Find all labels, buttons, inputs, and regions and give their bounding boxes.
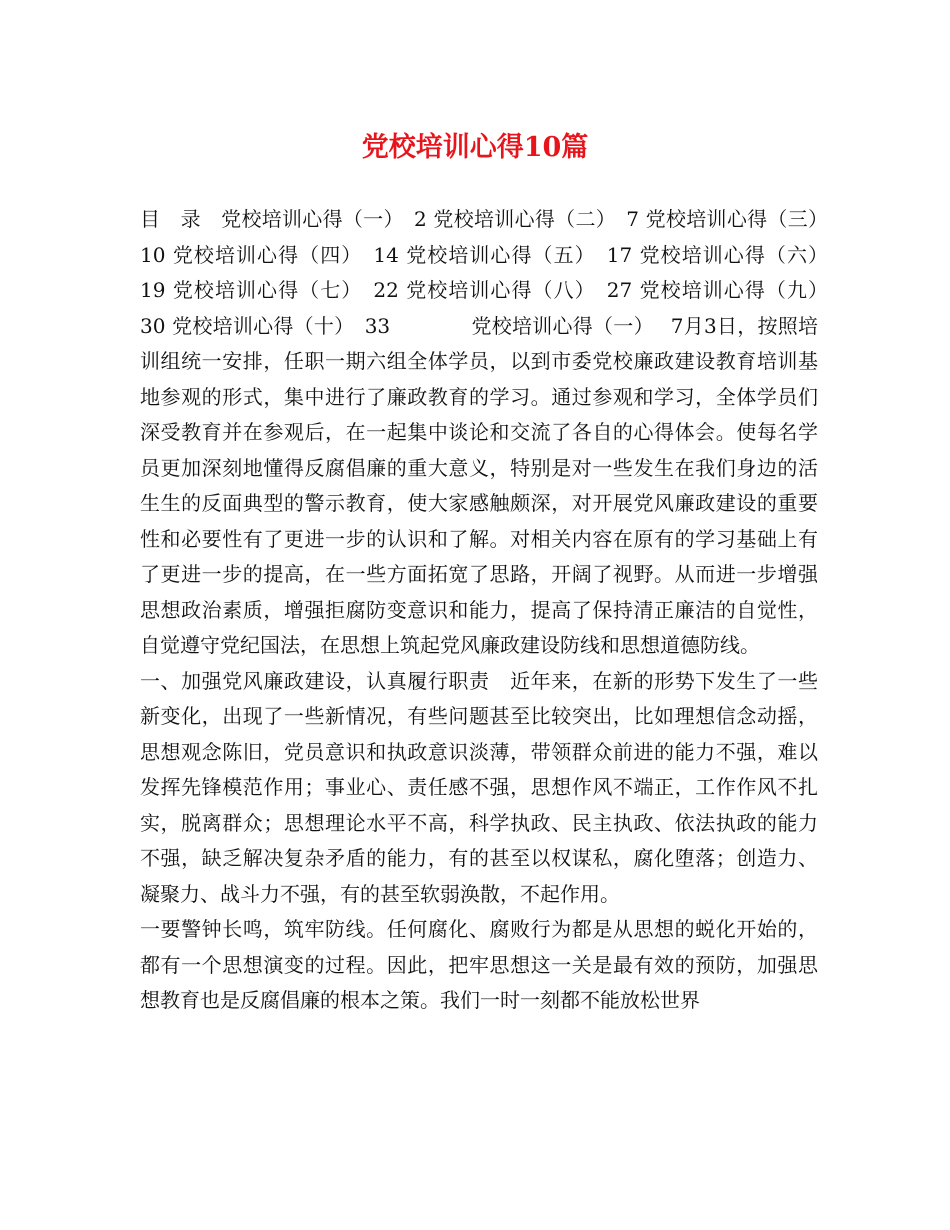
toc-and-intro-paragraph: 目 录 党校培训心得（一） 2 党校培训心得（二） 7 党校培训心得（三） 10 党校培训心得（四） 14 党校培训心得（五） 17 党校培训心得（六） 19 党校培训心得（七） 22 党校培训心得（八） 27 党校培训心得（九） 30 党校培训心得（十） 33 党校培训心得（一） 7月3日，按照培训组统一安排，任职一期六组全体学员，以到市委党校廉政建设教育培训基地参观的形式，集中进行了廉政教育的学习。通过参观和学习，全体学员们深受教育并在参观后，在一起集中谈论和交流了各自的心得体会。使每名学员更加深刻地懂得反腐倡廉的重大意义，特别是对一些发生在我们身边的活生生的反面典型的警示教育，使大家感触颇深，对开展党风廉政建设的重要性和必要性有了更进一步的认识和了解。对相关内容在原有的学习基础上有了更进一步的提高，在一些方面拓宽了思路，开阔了视野。从而进一步增强思想政治素质，增强拒腐防变意识和能力，提高了保持清正廉洁的自觉性，自觉遵守党纪国法，在思想上筑起党风廉政建设防线和思想道德防线。 [140,207,838,657]
document-body [140,202,838,1019]
point-one-paragraph: 一要警钟长鸣，筑牢防线。任何腐化、腐败行为都是从思想的蜕化开始的，都有一个思想演变的过程。因此，把牢思想这一关是最有效的预防，加强思想教育也是反腐倡廉的根本之策。我们一时一刻都不能放松世界 [140,917,818,1012]
section-one-paragraph: 一、加强党风廉政建设，认真履行职责 近年来，在新的形势下发生了一些新变化，出现了一些新情况，有些问题甚至比较突出，比如理想信念动摇，思想观念陈旧，党员意识和执政意识淡薄，带领群众前进的能力不强，难以发挥先锋模范作用；事业心、责任感不强，思想作风不端正，工作作风不扎实，脱离群众；思想理论水平不高，科学执政、民主执政、依法执政的能力不强，缺乏解决复杂矛盾的能力，有的甚至以权谋私，腐化堕落；创造力、凝聚力、战斗力不强，有的甚至软弱涣散，不起作用。 [140,668,818,906]
document-title: 党校培训心得10篇 [361,132,589,163]
